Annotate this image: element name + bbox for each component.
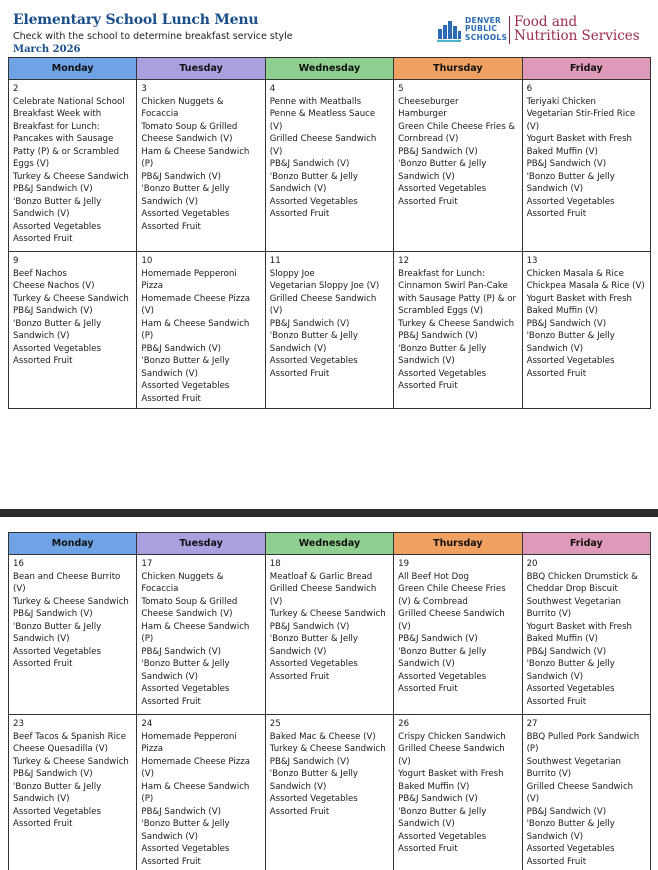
header-friday: Friday <box>522 58 650 80</box>
menu-item: Assorted Fruit <box>141 856 201 867</box>
menu-item: PB&J Sandwich (V) <box>269 621 350 632</box>
dps-wordmark: DENVER PUBLIC SCHOOLS <box>465 16 508 42</box>
day-number: 24 <box>141 719 153 729</box>
day-number: 13 <box>526 256 538 266</box>
menu-item: Assorted Vegetables <box>398 184 487 194</box>
menu-item: Homemade Pepperoni Pizza <box>141 268 237 291</box>
menu-item: Assorted Fruit <box>269 368 330 379</box>
menu-item: Assorted Vegetables <box>526 684 615 694</box>
day-number: 11 <box>269 256 281 266</box>
menu-item: Grilled Cheese Sandwich (V) <box>269 134 377 157</box>
menu-item: Homemade Cheese Pizza (V) <box>141 293 251 316</box>
menu-item: Vegetarian Stir-Fried Rice (V) <box>526 109 636 132</box>
day-cell-friday <box>522 252 650 409</box>
menu-item: 'Bonzo Butter & Jelly Sandwich (V) <box>141 659 230 682</box>
day-number: 17 <box>141 559 153 569</box>
calendar-page-1 <box>8 57 651 409</box>
menu-item: 'Bonzo Butter & Jelly Sandwich (V) <box>141 819 230 842</box>
menu-item: Meatloaf & Garlic Bread <box>269 571 373 582</box>
day-number: 10 <box>141 256 153 266</box>
header-thursday: Thursday <box>394 58 522 80</box>
menu-item: PB&J Sandwich (V) <box>13 769 93 779</box>
week-row <box>9 252 651 409</box>
menu-item: Assorted Fruit <box>141 221 201 232</box>
menu-item: Turkey & Cheese Sandwich <box>269 744 386 754</box>
menu-item: Turkey & Cheese Sandwich <box>13 171 129 182</box>
menu-item: Assorted Vegetables <box>269 356 358 366</box>
day-number: 27 <box>526 719 538 729</box>
menu-item: Assorted Fruit <box>269 209 330 219</box>
menu-item: Assorted Vegetables <box>269 794 358 804</box>
menu-item: PB&J Sandwich (V) <box>526 646 607 657</box>
day-number: 5 <box>398 84 404 94</box>
header-monday: Monday <box>9 533 137 555</box>
menu-item: Ham & Cheese Sandwich (P) <box>141 781 250 804</box>
day-cell-wednesday <box>265 80 393 252</box>
menu-item: PB&J Sandwich (V) <box>398 794 478 804</box>
menu-item: Assorted Fruit <box>398 684 458 694</box>
day-number: 12 <box>398 256 410 266</box>
menu-item: Ham & Cheese Sandwich (P) <box>141 621 250 644</box>
day-number: 4 <box>269 84 276 94</box>
menu-item: Penne & Meatless Sauce (V) <box>269 109 376 132</box>
menu-item: BBQ Pulled Pork Sandwich (P) <box>526 731 640 754</box>
menu-item: Assorted Vegetables <box>141 684 230 694</box>
menu-item: Celebrate National School Breakfast Week with Breakfast for Lunch: Pancakes with Sausage Patty (P) & or Scrambled Eggs (V) <box>13 96 125 169</box>
menu-item: Assorted Fruit <box>398 381 458 391</box>
menu-item: Homemade Pepperoni Pizza <box>141 731 237 754</box>
day-cell-monday <box>9 555 137 715</box>
day-cell-thursday <box>394 555 522 715</box>
menu-item: Assorted Vegetables <box>141 209 230 219</box>
menu-item: PB&J Sandwich (V) <box>141 646 221 657</box>
menu-item: Tomato Soup & Grilled Cheese Sandwich (V) <box>141 596 238 619</box>
menu-item: Assorted Vegetables <box>269 196 358 207</box>
menu-item: Assorted Fruit <box>526 209 587 219</box>
dps-fns-logo <box>436 15 651 45</box>
menu-item: Green Chile Cheese Fries (V) & Cornbread <box>398 584 506 607</box>
menu-item: Yogurt Basket with Fresh Baked Muffin (V) <box>526 621 632 644</box>
day-cell-friday <box>522 715 650 870</box>
menu-item: Assorted Vegetables <box>398 671 487 682</box>
menu-item: Assorted Vegetables <box>398 831 487 842</box>
day-cell-thursday <box>394 252 522 409</box>
menu-item: 'Bonzo Butter & Jelly Sandwich (V) <box>398 806 487 829</box>
menu-item: Grilled Cheese Sandwich (V) <box>526 781 634 804</box>
menu-item: Grilled Cheese Sandwich (V) <box>269 584 377 607</box>
menu-item: Hamburger <box>398 109 447 119</box>
menu-item: 'Bonzo Butter & Jelly Sandwich (V) <box>526 331 615 354</box>
menu-item: Penne with Meatballs <box>269 96 362 107</box>
day-cell-tuesday <box>137 715 265 870</box>
page-separator <box>0 509 658 517</box>
menu-item: Green Chile Cheese Fries & Cornbread (V) <box>398 121 516 144</box>
menu-item: Assorted Fruit <box>141 393 201 404</box>
menu-item: Southwest Vegetarian Burrito (V) <box>526 756 621 779</box>
day-number: 9 <box>13 256 19 266</box>
menu-item: 'Bonzo Butter & Jelly Sandwich (V) <box>269 171 358 194</box>
menu-item: PB&J Sandwich (V) <box>526 318 607 329</box>
menu-item: 'Bonzo Butter & Jelly Sandwich (V) <box>141 184 230 207</box>
menu-item: 'Bonzo Butter & Jelly Sandwich (V) <box>526 171 615 194</box>
day-number: 18 <box>269 559 281 569</box>
menu-item: PB&J Sandwich (V) <box>269 159 350 169</box>
week-row <box>9 715 651 870</box>
menu-item: Assorted Vegetables <box>269 659 358 669</box>
menu-item: Assorted Vegetables <box>526 356 615 366</box>
menu-item: 'Bonzo Butter & Jelly Sandwich (V) <box>398 159 487 182</box>
menu-item: Yogurt Basket with Fresh Baked Muffin (V) <box>398 769 504 792</box>
menu-item: Turkey & Cheese Sandwich <box>398 318 515 329</box>
menu-item: 'Bonzo Butter & Jelly Sandwich (V) <box>13 318 102 341</box>
menu-item: Chicken Masala & Rice <box>526 268 624 279</box>
day-number: 25 <box>269 719 281 729</box>
menu-item: Assorted Vegetables <box>526 844 615 854</box>
day-cell-friday <box>522 555 650 715</box>
menu-item: All Beef Hot Dog <box>398 571 469 582</box>
menu-item: Assorted Vegetables <box>13 646 101 657</box>
page-title: Elementary School Lunch Menu <box>13 12 259 28</box>
menu-item: 'Bonzo Butter & Jelly Sandwich (V) <box>13 781 102 804</box>
menu-item: PB&J Sandwich (V) <box>398 331 478 341</box>
header-wednesday: Wednesday <box>265 58 393 80</box>
day-cell-wednesday <box>265 715 393 870</box>
menu-item: Turkey & Cheese Sandwich <box>269 609 386 619</box>
menu-item: Assorted Fruit <box>269 671 330 682</box>
menu-item: 'Bonzo Butter & Jelly Sandwich (V) <box>13 621 102 644</box>
menu-item: Turkey & Cheese Sandwich <box>13 756 129 767</box>
menu-item: Assorted Fruit <box>526 856 587 867</box>
menu-item: Assorted Vegetables <box>13 343 101 354</box>
menu-item: Grilled Cheese Sandwich (V) <box>398 609 505 632</box>
menu-item: Southwest Vegetarian Burrito (V) <box>526 596 621 619</box>
menu-item: Chickpea Masala & Rice (V) <box>526 281 645 291</box>
menu-item: PB&J Sandwich (V) <box>398 146 478 157</box>
menu-item: Assorted Vegetables <box>141 381 230 391</box>
week-row <box>9 555 651 715</box>
menu-item: Beef Tacos & Spanish Rice <box>13 731 126 742</box>
dps-logo-icon <box>436 17 462 43</box>
day-number: 6 <box>526 84 533 94</box>
menu-item: Assorted Fruit <box>13 659 73 669</box>
menu-item: Assorted Fruit <box>398 196 458 207</box>
menu-item: 'Bonzo Butter & Jelly Sandwich (V) <box>13 196 102 219</box>
menu-item: PB&J Sandwich (V) <box>269 756 350 767</box>
menu-item: 'Bonzo Butter & Jelly Sandwich (V) <box>398 646 487 669</box>
menu-item: Assorted Fruit <box>13 819 73 829</box>
menu-item: Ham & Cheese Sandwich (P) <box>141 146 250 169</box>
menu-item: Assorted Fruit <box>526 696 587 707</box>
dept-name: Food and Nutrition Services <box>514 14 640 44</box>
menu-item: PB&J Sandwich (V) <box>526 159 607 169</box>
menu-item: Assorted Fruit <box>141 696 201 707</box>
menu-item: 'Bonzo Butter & Jelly Sandwich (V) <box>398 343 487 366</box>
day-cell-friday <box>522 80 650 252</box>
day-cell-tuesday <box>137 252 265 409</box>
day-cell-wednesday <box>265 555 393 715</box>
menu-item: Turkey & Cheese Sandwich <box>13 293 129 304</box>
menu-item: 'Bonzo Butter & Jelly Sandwich (V) <box>269 634 358 657</box>
menu-item: Chicken Nuggets & Focaccia <box>141 96 224 119</box>
menu-item: Cheeseburger <box>398 96 459 107</box>
menu-item: PB&J Sandwich (V) <box>141 806 221 817</box>
menu-item: PB&J Sandwich (V) <box>13 609 93 619</box>
calendar-page-2 <box>8 532 651 870</box>
menu-item: Assorted Fruit <box>526 368 587 379</box>
menu-item: Assorted Fruit <box>269 806 330 817</box>
menu-item: Bean and Cheese Burrito (V) <box>13 571 121 594</box>
menu-item: Sloppy Joe <box>269 268 315 279</box>
menu-item: PB&J Sandwich (V) <box>13 184 93 194</box>
day-cell-monday <box>9 80 137 252</box>
menu-item: Cheese Quesadilla (V) <box>13 744 108 754</box>
menu-item: Assorted Fruit <box>13 356 73 366</box>
header-friday: Friday <box>522 533 650 555</box>
day-cell-wednesday <box>265 252 393 409</box>
day-number: 2 <box>13 84 19 94</box>
menu-item: Ham & Cheese Sandwich (P) <box>141 318 250 341</box>
menu-item: Baked Mac & Cheese (V) <box>269 731 376 742</box>
day-cell-thursday <box>394 80 522 252</box>
header-wednesday: Wednesday <box>265 533 393 555</box>
menu-item: Teriyaki Chicken <box>526 96 596 107</box>
menu-item: PB&J Sandwich (V) <box>141 343 221 354</box>
weekday-header-row <box>9 533 651 555</box>
menu-item: PB&J Sandwich (V) <box>398 634 478 644</box>
menu-item: Assorted Vegetables <box>13 221 101 232</box>
menu-item: Assorted Vegetables <box>398 368 487 379</box>
menu-item: 'Bonzo Butter & Jelly Sandwich (V) <box>141 356 230 379</box>
menu-item: Assorted Vegetables <box>141 844 230 854</box>
menu-item: PB&J Sandwich (V) <box>13 306 93 316</box>
page-subtitle: Check with the school to determine breakfast service style <box>13 31 293 42</box>
menu-item: Assorted Vegetables <box>13 806 101 817</box>
menu-item: Tomato Soup & Grilled Cheese Sandwich (V) <box>141 121 238 144</box>
menu-item: Assorted Fruit <box>398 844 458 854</box>
day-number: 16 <box>13 559 24 569</box>
day-cell-monday <box>9 715 137 870</box>
menu-item: BBQ Chicken Drumstick & Cheddar Drop Biscuit <box>526 571 638 594</box>
menu-item: Grilled Cheese Sandwich (V) <box>269 293 377 316</box>
header-thursday: Thursday <box>394 533 522 555</box>
menu-item: Homemade Cheese Pizza (V) <box>141 756 251 779</box>
menu-item: Cheese Nachos (V) <box>13 281 95 291</box>
menu-item: Beef Nachos <box>13 268 67 279</box>
menu-item: Yogurt Basket with Fresh Baked Muffin (V) <box>526 293 632 316</box>
menu-item: Breakfast for Lunch: Cinnamon Swirl Pan-Cake with Sausage Patty (P) & or Scrambled Eggs (V) <box>398 268 516 316</box>
menu-item: 'Bonzo Butter & Jelly Sandwich (V) <box>526 659 615 682</box>
menu-item: Vegetarian Sloppy Joe (V) <box>269 281 380 291</box>
logo-divider <box>509 16 510 44</box>
menu-item: 'Bonzo Butter & Jelly Sandwich (V) <box>269 331 358 354</box>
menu-item: 'Bonzo Butter & Jelly Sandwich (V) <box>526 819 615 842</box>
menu-item: Assorted Fruit <box>13 234 73 244</box>
day-number: 26 <box>398 719 410 729</box>
menu-item: PB&J Sandwich (V) <box>141 171 221 182</box>
day-number: 19 <box>398 559 410 569</box>
weekday-header-row <box>9 58 651 80</box>
menu-item: Assorted Vegetables <box>526 196 615 207</box>
header-tuesday: Tuesday <box>137 58 265 80</box>
menu-item: PB&J Sandwich (V) <box>526 806 607 817</box>
day-number: 3 <box>141 84 147 94</box>
menu-item: Yogurt Basket with Fresh Baked Muffin (V) <box>526 134 632 157</box>
menu-item: Chicken Nuggets & Focaccia <box>141 571 224 594</box>
menu-item: Grilled Cheese Sandwich (V) <box>398 744 505 767</box>
menu-item: Crispy Chicken Sandwich <box>398 731 506 742</box>
day-cell-tuesday <box>137 80 265 252</box>
menu-item: 'Bonzo Butter & Jelly Sandwich (V) <box>269 769 358 792</box>
day-cell-thursday <box>394 715 522 870</box>
menu-month: March 2026 <box>13 44 81 55</box>
day-cell-monday <box>9 252 137 409</box>
day-number: 20 <box>526 559 538 569</box>
day-number: 23 <box>13 719 24 729</box>
header-tuesday: Tuesday <box>137 533 265 555</box>
week-row <box>9 80 651 252</box>
menu-item: PB&J Sandwich (V) <box>269 318 350 329</box>
header-monday: Monday <box>9 58 137 80</box>
menu-item: Turkey & Cheese Sandwich <box>13 596 129 607</box>
day-cell-tuesday <box>137 555 265 715</box>
